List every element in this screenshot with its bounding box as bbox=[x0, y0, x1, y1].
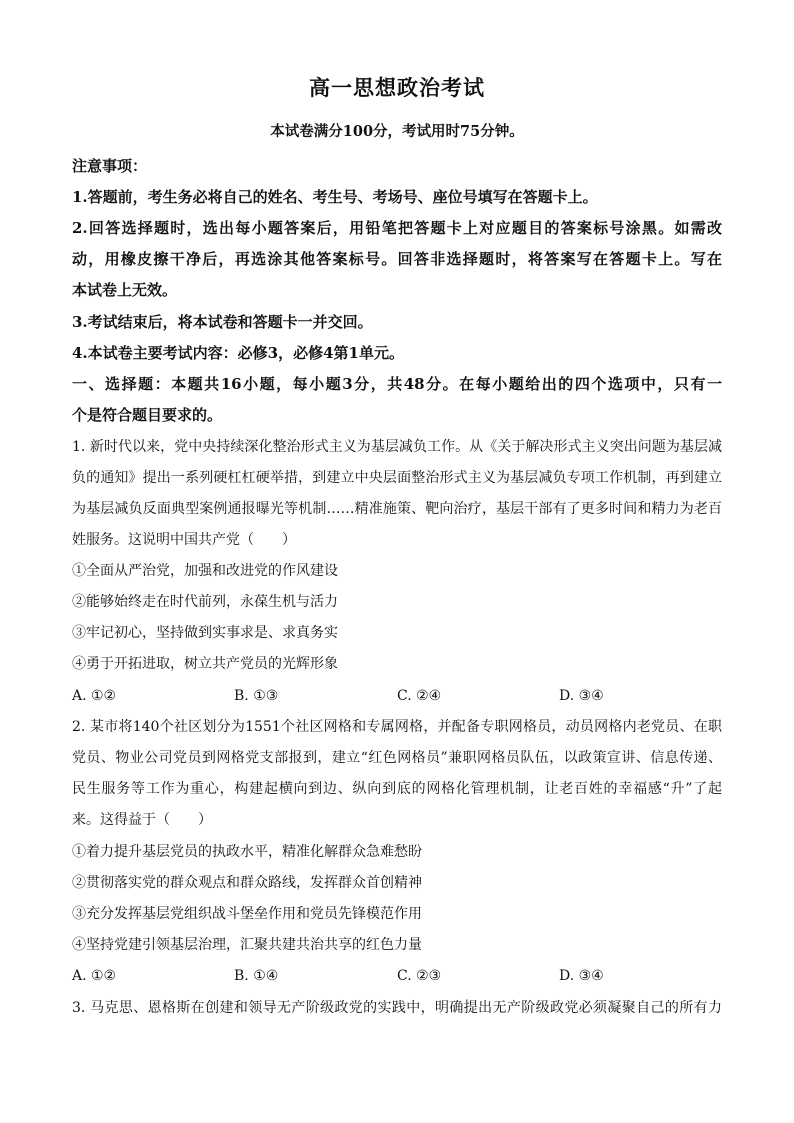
notes-heading: 注意事项： bbox=[72, 157, 148, 175]
q1-choice-c[interactable]: C. ②④ bbox=[397, 688, 442, 704]
q2-choice-d[interactable]: D. ③④ bbox=[559, 968, 604, 984]
q2-stem-line-2: 党员、物业公司党员到网格党支部报到，建立“红色网格员”兼职网格员队伍，以政策宣讲、信息传递、 bbox=[72, 750, 722, 766]
section-heading-1: 一、选择题：本题共16小题，每小题3分，共48分。在每小题给出的四个选项中，只有一 bbox=[72, 375, 722, 393]
notes-line-3: 动，用橡皮擦干净后，再选涂其他答案标号。回答非选择题时，将答案写在答题卡上。写在 bbox=[72, 250, 722, 268]
q1-choice-a[interactable]: A. ①② bbox=[72, 688, 117, 704]
q2-item-3: ③充分发挥基层党组织战斗堡垒作用和党员先锋模范作用 bbox=[72, 906, 422, 922]
q2-stem-line-3: 民生服务等工作为重心，构建起横向到边、纵向到底的网格化管理机制，让老百姓的幸福感“升”了起 bbox=[72, 781, 722, 797]
exam-subtitle: 本试卷满分100分，考试用时75分钟。 bbox=[270, 123, 524, 140]
q1-item-1: ①全面从严治党，加强和改进党的作风建设 bbox=[72, 563, 338, 579]
q1-stem-line-4: 姓服务。这说明中国共产党（ ） bbox=[72, 532, 296, 548]
q1-item-4: ④勇于开拓进取，树立共产党员的光辉形象 bbox=[72, 656, 338, 672]
q2-choice-b[interactable]: B. ①④ bbox=[234, 968, 279, 984]
q1-stem-line-2: 负的通知》提出一系列硬杠杠硬举措，到建立中央层面整治形式主义为基层减负专项工作机制，再到建立 bbox=[72, 470, 722, 486]
q2-choice-a[interactable]: A. ①② bbox=[72, 968, 117, 984]
q1-stem-line-3: 为基层减负反面典型案例通报曝光等机制……精准施策、靶向治疗，基层干部有了更多时间和精力为老百 bbox=[72, 501, 722, 517]
q1-item-2: ②能够始终走在时代前列，永葆生机与活力 bbox=[72, 594, 338, 610]
notes-line-4: 本试卷上无效。 bbox=[72, 281, 178, 299]
q2-item-2: ②贯彻落实党的群众观点和群众路线，发挥群众首创精神 bbox=[72, 875, 422, 891]
q2-item-1: ①着力提升基层党员的执政水平，精准化解群众急难愁盼 bbox=[72, 844, 422, 860]
q1-stem-line-1: 1. 新时代以来，党中央持续深化整治形式主义为基层减负工作。从《关于解决形式主义突出问题为基层减 bbox=[72, 439, 722, 455]
notes-line-2: 2.回答选择题时，选出每小题答案后，用铅笔把答题卡上对应题目的答案标号涂黑。如需改 bbox=[72, 219, 722, 237]
q2-choice-c[interactable]: C. ②③ bbox=[397, 968, 442, 984]
q1-choice-b[interactable]: B. ①③ bbox=[234, 688, 279, 704]
q2-stem-line-4: 来。这得益于（ ） bbox=[72, 812, 212, 828]
notes-line-6: 4.本试卷主要考试内容：必修3，必修4第1单元。 bbox=[72, 344, 404, 362]
q1-item-3: ③牢记初心，坚持做到实事求是、求真务实 bbox=[72, 625, 338, 641]
q3-stem-line-1: 3. 马克思、恩格斯在创建和领导无产阶级政党的实践中，明确提出无产阶级政党必须凝聚自己的所有力 bbox=[72, 1000, 722, 1016]
q2-item-4: ④坚持党建引领基层治理，汇聚共建共治共享的红色力量 bbox=[72, 937, 422, 953]
section-heading-2: 个是符合题目要求的。 bbox=[72, 406, 223, 424]
notes-line-5: 3.考试结束后，将本试卷和答题卡一并交回。 bbox=[72, 313, 373, 331]
exam-title: 高一思想政治考试 bbox=[309, 75, 485, 100]
notes-line-1: 1.答题前，考生务必将自己的姓名、考生号、考场号、座位号填写在答题卡上。 bbox=[72, 188, 598, 206]
q1-choice-d[interactable]: D. ③④ bbox=[559, 688, 604, 704]
q2-stem-line-1: 2. 某市将140个社区划分为1551个社区网格和专属网格，并配备专职网格员，动员网格内老党员、在职 bbox=[72, 719, 722, 735]
